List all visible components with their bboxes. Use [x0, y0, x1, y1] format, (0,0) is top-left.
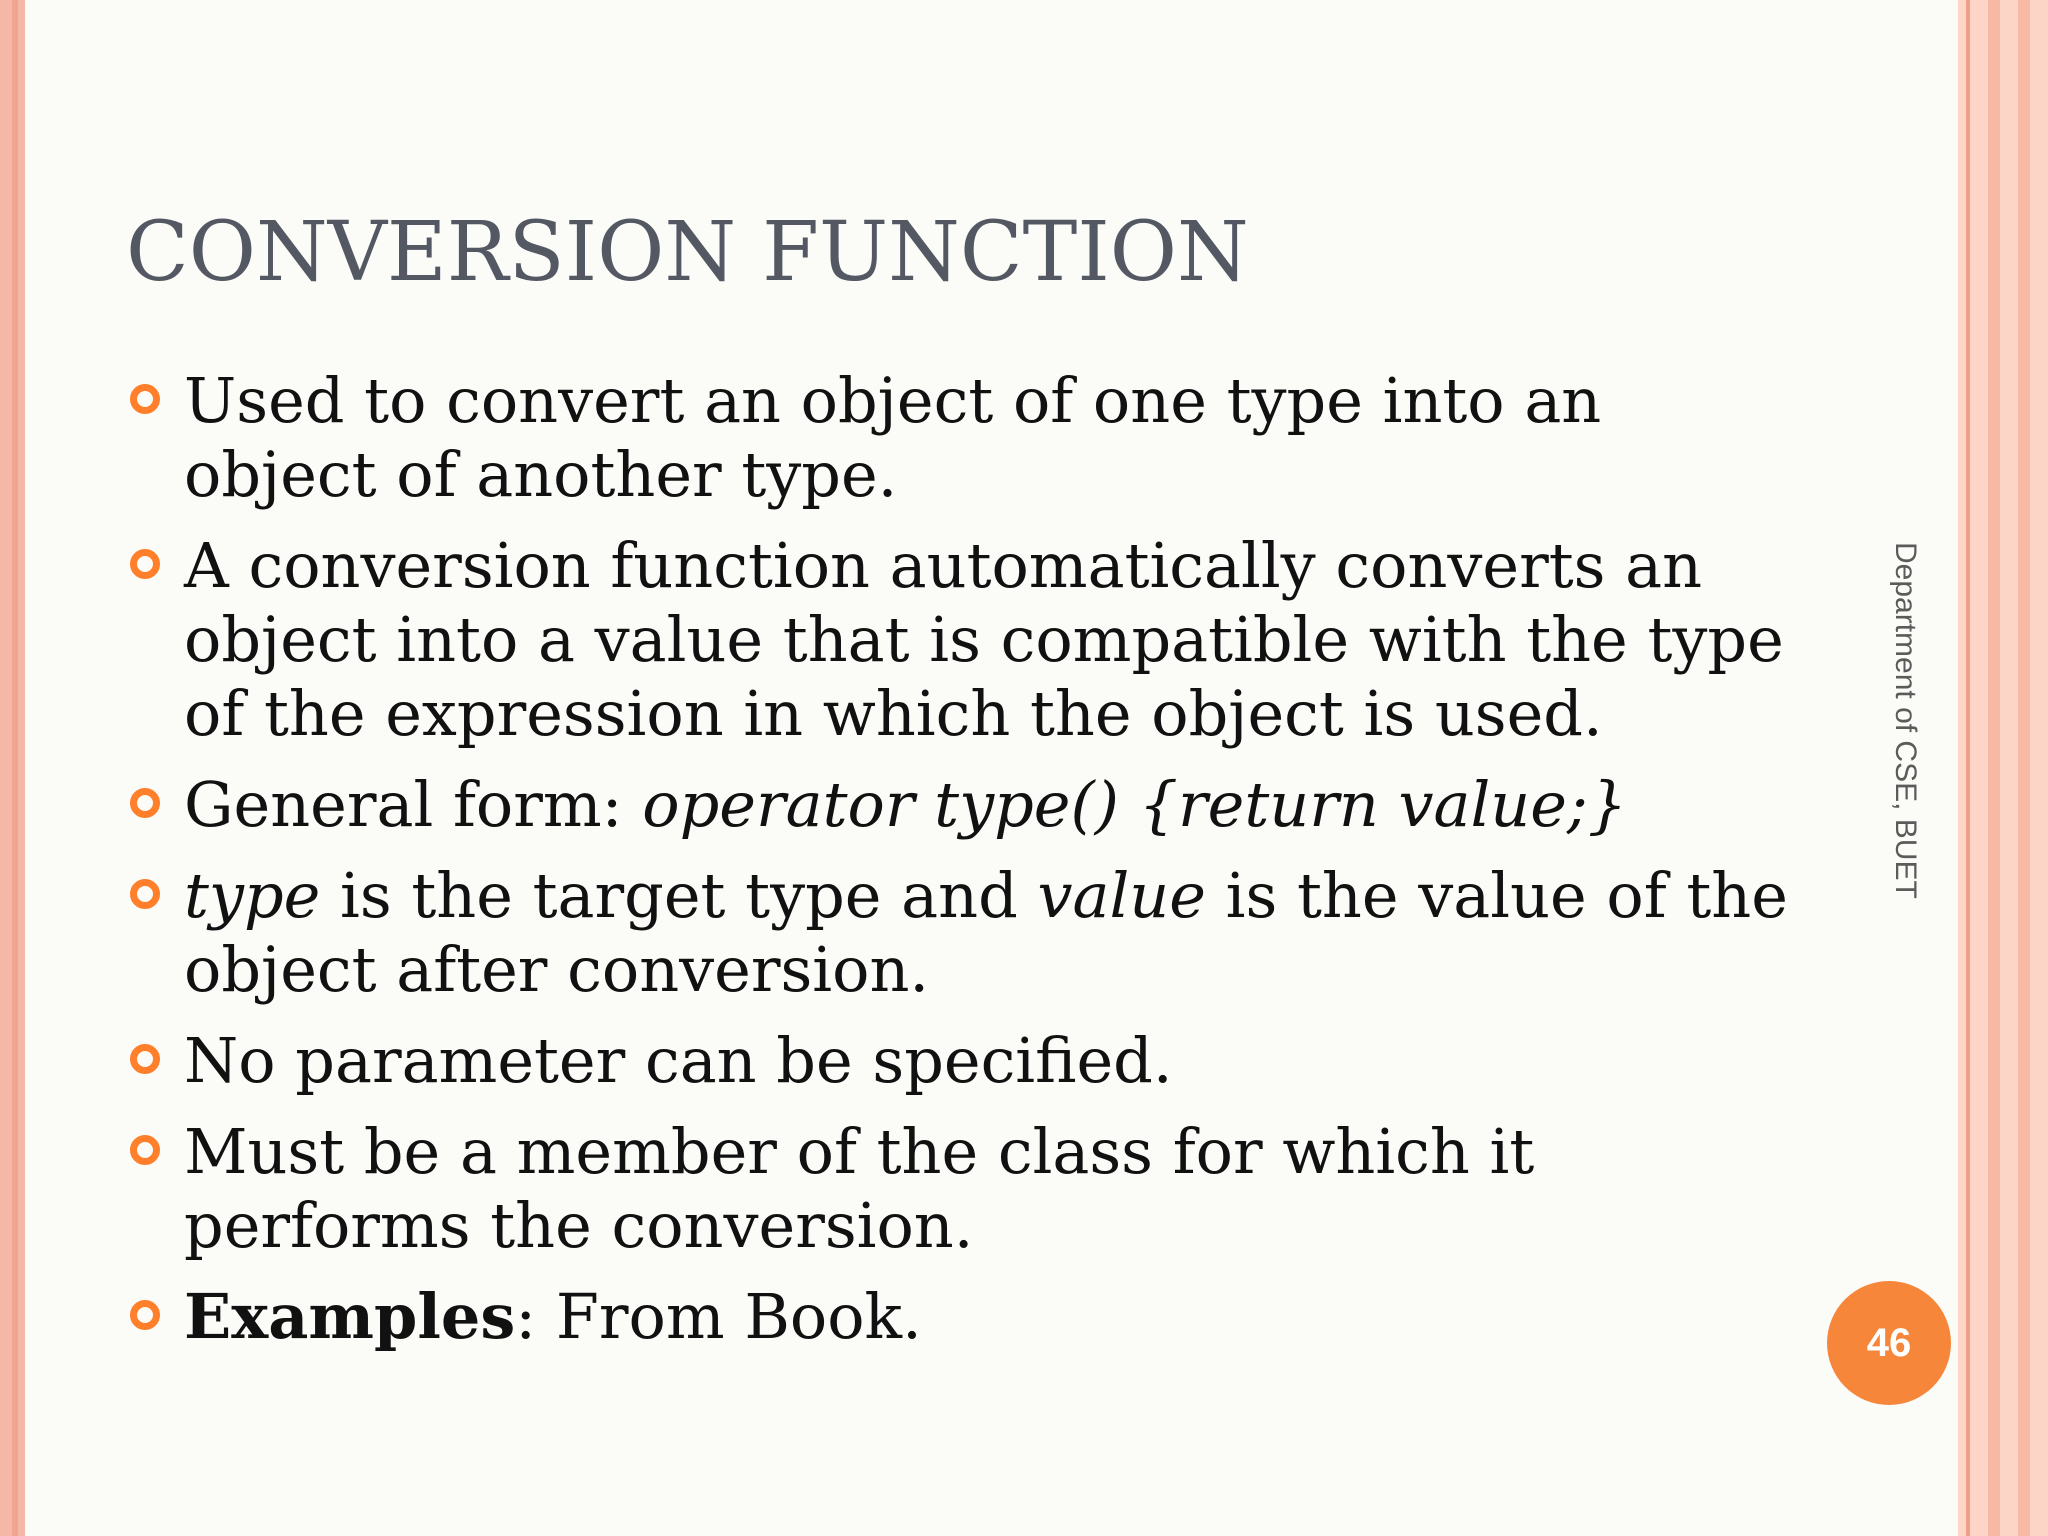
- slide-title: CONVERSION FUNCTION: [126, 205, 1249, 300]
- left-decorative-frame: [0, 0, 25, 1536]
- bullet-item: [122, 1115, 1802, 1263]
- right-decorative-frame: [1958, 0, 2048, 1536]
- bullet-text: [184, 1280, 922, 1353]
- right-frame-stripe-2: [1988, 0, 2000, 1536]
- bullet-item: [122, 859, 1802, 1007]
- bullet-item: [122, 364, 1802, 512]
- examples-suffix: : From Book.: [515, 1280, 922, 1353]
- bullet-item: [122, 768, 1802, 842]
- general-form-prefix: General form:: [184, 768, 643, 841]
- examples-label: Examples: [184, 1280, 516, 1353]
- hollow-circle-bullet-icon: [130, 788, 160, 818]
- bullet-text: [184, 859, 1788, 1006]
- bullet-item: [122, 1024, 1802, 1098]
- bullet-text: No parameter can be specified.: [184, 1024, 1173, 1097]
- bullet-middle-text: is the target type and: [320, 859, 1038, 932]
- right-frame-stripe-3: [2018, 0, 2030, 1536]
- hollow-circle-bullet-icon: [130, 549, 160, 579]
- bullet-item: [122, 529, 1802, 751]
- hollow-circle-bullet-icon: [130, 879, 160, 909]
- type-term: type: [184, 859, 321, 932]
- bullet-text: A conversion function automatically converts an object into a value that is compatible with the type of the expression in which the object is used.: [184, 529, 1784, 750]
- bullet-text: Used to convert an object of one type into an object of another type.: [184, 364, 1602, 511]
- value-term: value: [1037, 859, 1206, 932]
- bullet-text: Must be a member of the class for which it performs the conversion.: [184, 1115, 1535, 1262]
- hollow-circle-bullet-icon: [130, 1135, 160, 1165]
- department-label: Department of CSE, BUET: [1889, 542, 1922, 899]
- bullet-list: [122, 364, 1802, 1371]
- left-frame-stripe: [12, 0, 18, 1536]
- bullet-text: [184, 768, 1627, 841]
- bullet-suffix-text: is the value of the object after conversion.: [184, 859, 1788, 1006]
- general-form-code: operator type() {return value;}: [642, 768, 1628, 841]
- bullet-item: [122, 1280, 1802, 1354]
- page-number-badge: 46: [1827, 1281, 1951, 1405]
- right-frame-stripe-1: [1966, 0, 1970, 1536]
- hollow-circle-bullet-icon: [130, 1044, 160, 1074]
- hollow-circle-bullet-icon: [130, 1300, 160, 1330]
- hollow-circle-bullet-icon: [130, 384, 160, 414]
